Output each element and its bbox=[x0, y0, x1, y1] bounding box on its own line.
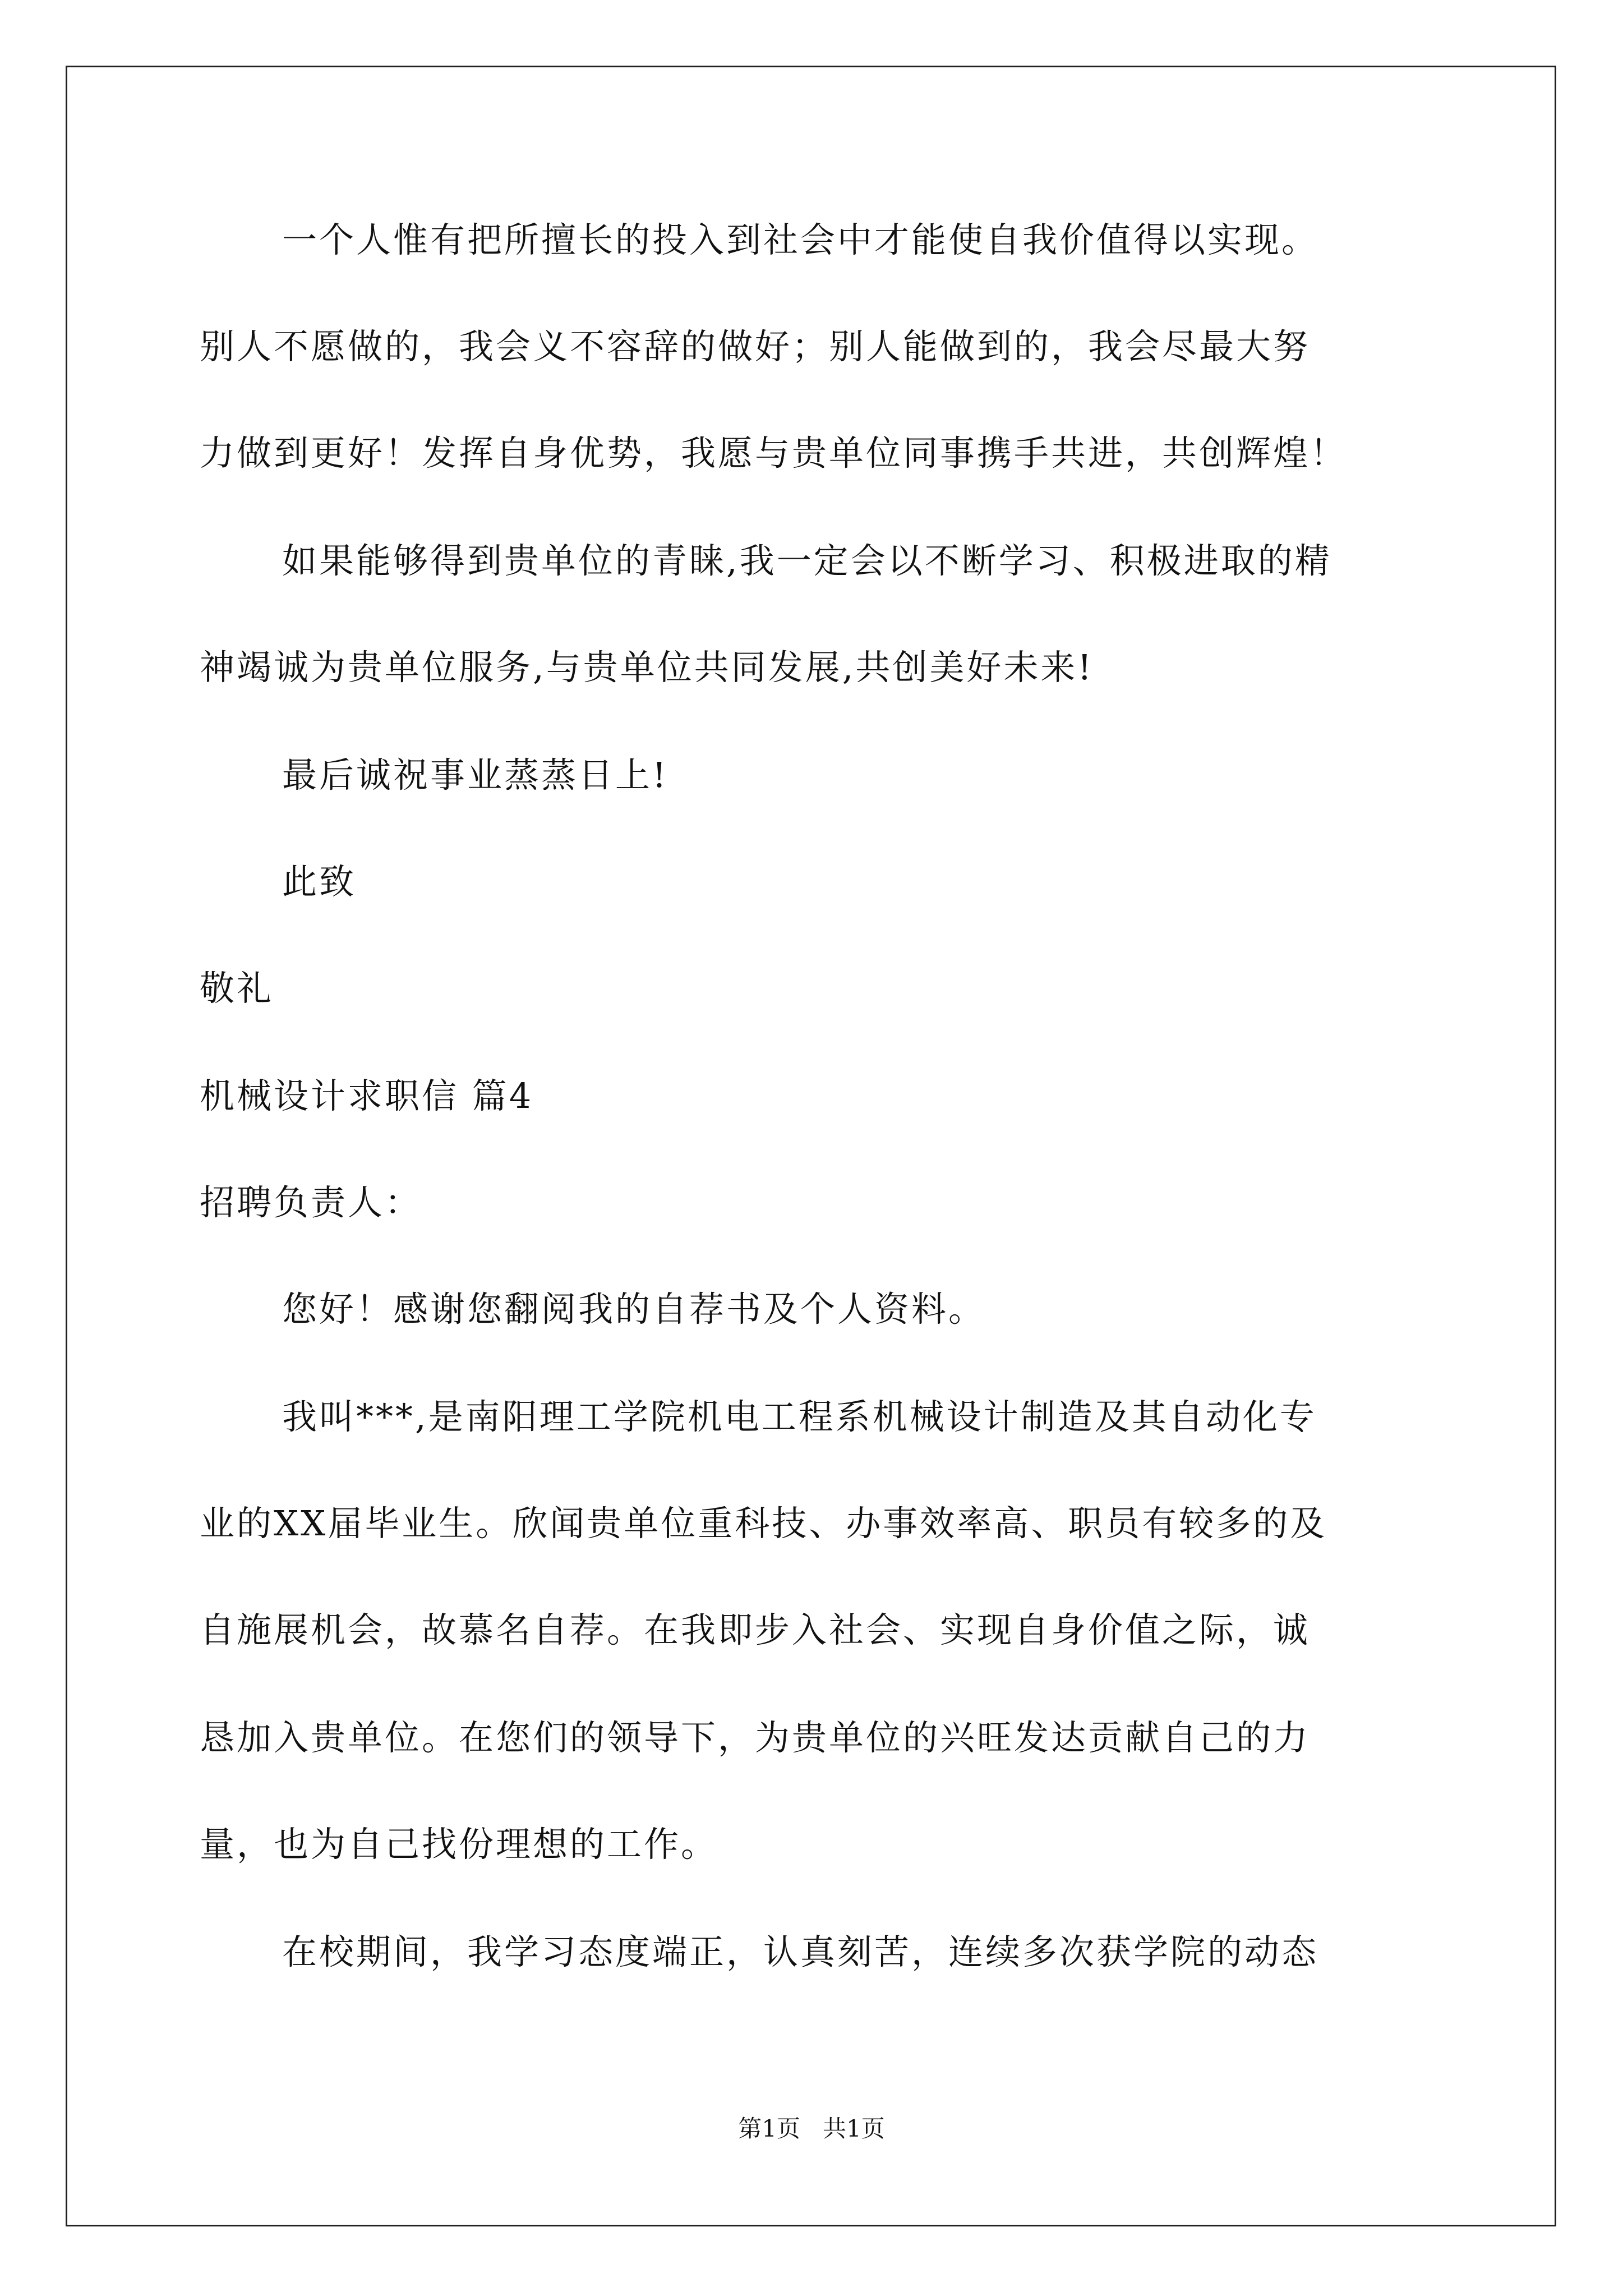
paragraph-line-14: 自施展机会，故慕名自荐。在我即步入社会、实现自身价值之际，诚 bbox=[200, 1609, 1311, 1650]
paragraph-line-2: 别人不愿做的，我会义不容辞的做好；别人能做到的，我会尽最大努 bbox=[200, 326, 1311, 367]
paragraph-line-16: 量，也为自己找份理想的工作。 bbox=[200, 1824, 718, 1865]
paragraph-line-4: 如果能够得到贵单位的青睐,我一定会以不断学习、积极进取的精 bbox=[282, 540, 1332, 581]
paragraph-line-11: 您好！感谢您翻阅我的自荐书及个人资料。 bbox=[282, 1289, 986, 1329]
closing-salutation: 此致 bbox=[282, 861, 357, 902]
paragraph-line-12: 我叫***,是南阳理工学院机电工程系机械设计制造及其自动化专 bbox=[282, 1396, 1317, 1437]
paragraph-line-15: 恳加入贵单位。在您们的领导下，为贵单位的兴旺发达贡献自己的力 bbox=[200, 1717, 1311, 1758]
paragraph-line-13: 业的XX届毕业生。欣闻贵单位重科技、办事效率高、职员有较多的及 bbox=[200, 1503, 1327, 1544]
closing-regards: 敬礼 bbox=[200, 968, 274, 1009]
paragraph-line-17: 在校期间，我学习态度端正，认真刻苦，连续多次获学院的动态 bbox=[282, 1931, 1319, 1972]
paragraph-line-1: 一个人惟有把所擅长的投入到社会中才能使自我价值得以实现。 bbox=[282, 219, 1319, 260]
paragraph-line-5: 神竭诚为贵单位服务,与贵单位共同发展,共创美好未来! bbox=[200, 647, 1094, 688]
paragraph-line-6: 最后诚祝事业蒸蒸日上! bbox=[282, 754, 668, 795]
paragraph-line-3: 力做到更好！发挥自身优势，我愿与贵单位同事携手共进，共创辉煌！ bbox=[200, 432, 1348, 473]
section-heading: 机械设计求职信 篇4 bbox=[200, 1075, 534, 1116]
page-footer: 第1页 共1页 bbox=[738, 2115, 885, 2142]
recipient-greeting: 招聘负责人： bbox=[200, 1182, 422, 1223]
page-border bbox=[66, 66, 1556, 2226]
